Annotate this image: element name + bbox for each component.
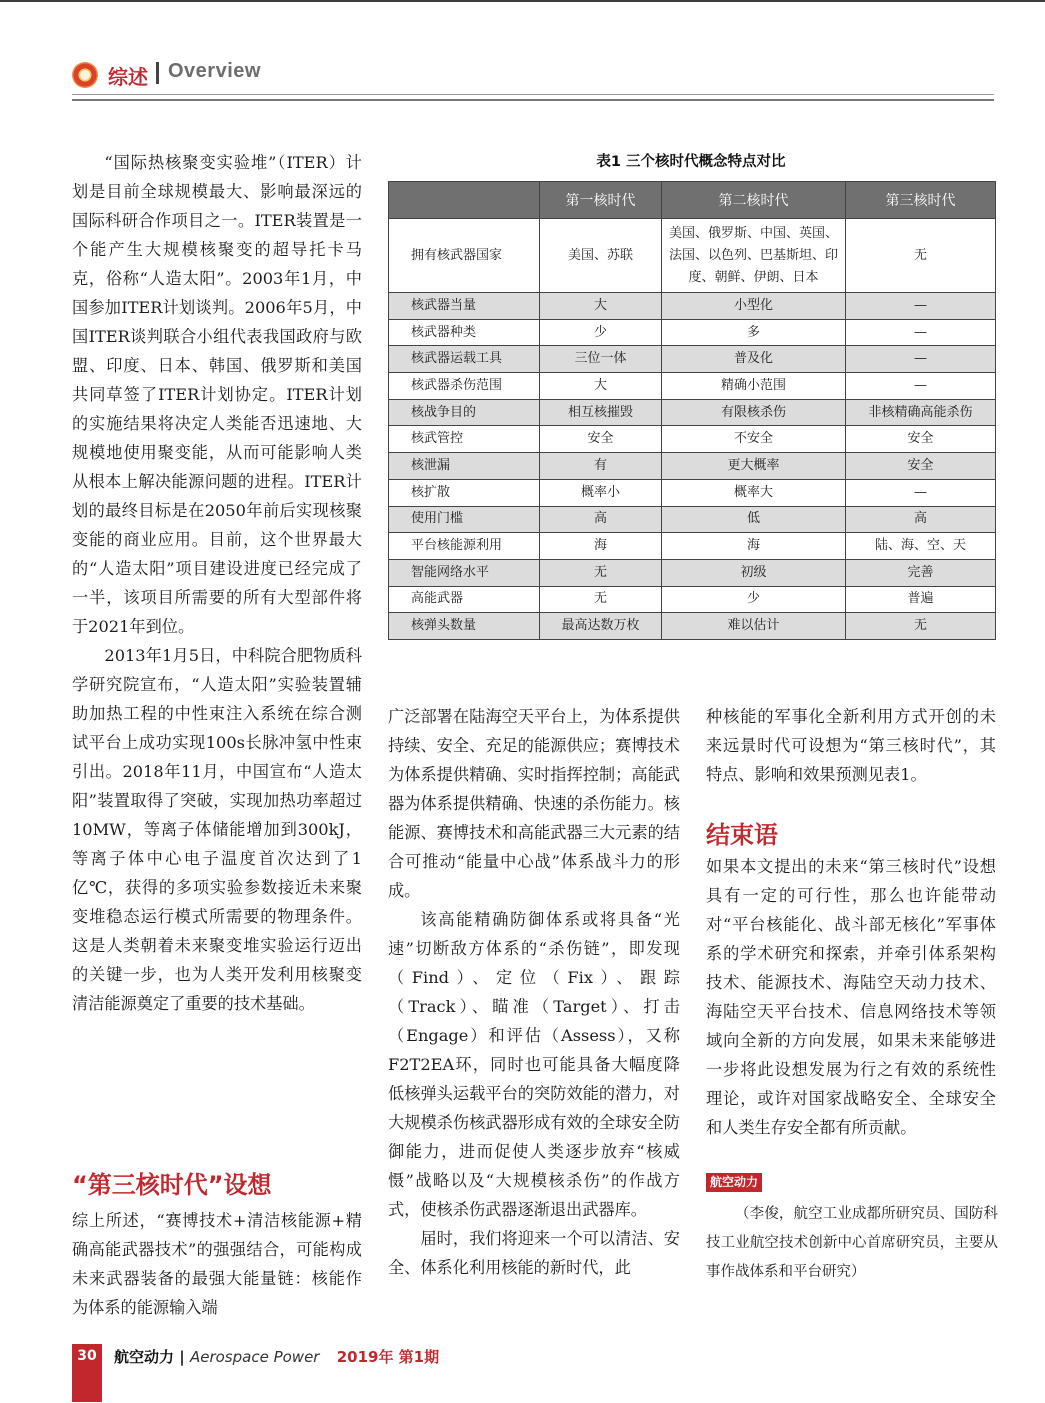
footer-journal [114, 1346, 439, 1367]
table-cell: 不安全 [662, 426, 846, 453]
table-row [389, 293, 996, 320]
table-cell: 概率小 [540, 479, 662, 506]
table-row-label: 使用门槛 [389, 506, 540, 533]
paragraph-new-era: 届时，我们将迎来一个可以清洁、安全、体系化利用核能的新时代，此 [388, 1229, 680, 1277]
table-header-cell: 第三核时代 [846, 182, 996, 219]
table-cell: 完善 [846, 559, 996, 586]
paragraph-2013: 2013年1月5日，中科院合肥物质科学研究院宣布，“人造太阳”实验装置辅助加热工程的中性束注入系统在综合测试平台上成功实现100s长脉冲氢中性束引出。2018年11月，中国宣布“人造太阳”装置取得了突破，实现加热功率超过10MW，等离子体储能增加到300kJ，等离子体中心电子温度首次达到了1亿℃，获得的多项实验参数接近未来聚变堆稳态运行模式所需要的物理条件。这是人类朝着未来聚变堆实验运行迈出的关键一步，也为人类开发利用核聚变清洁能源奠定了重要的技术基础。 [72, 646, 362, 1013]
table-cell: 初级 [662, 559, 846, 586]
table-row [389, 506, 996, 533]
column-1-bottom [72, 1206, 362, 1322]
table-cell: 海 [540, 533, 662, 560]
table-row [389, 613, 996, 640]
table-row [389, 426, 996, 453]
table-row [389, 453, 996, 480]
table-row-label: 核武器当量 [389, 293, 540, 320]
table-cell: 相互核摧毁 [540, 399, 662, 426]
table-row [389, 586, 996, 613]
table-cell: — [846, 319, 996, 346]
table-cell: 大 [540, 373, 662, 400]
paragraph-continuation: 种核能的军事化全新利用方式开创的未来远景时代可设想为“第三核时代”，其特点、影响和效果预测见表1。 [706, 707, 996, 784]
table-cell: 美国、苏联 [540, 219, 662, 293]
table-row [389, 346, 996, 373]
footer-separator: | [179, 1348, 185, 1366]
table-row-label: 核武管控 [389, 426, 540, 453]
header-rule [72, 94, 994, 101]
table-cell: 陆、海、空、天 [846, 533, 996, 560]
footer-magazine-cn: 航空动力 [114, 1348, 175, 1366]
table-cell: 少 [662, 586, 846, 613]
table-title: 表1 三个核时代概念特点对比 [596, 154, 786, 170]
section-separator [156, 62, 159, 84]
table-cell: 无 [540, 586, 662, 613]
table-cell: 普及化 [662, 346, 846, 373]
page-header [72, 58, 994, 100]
column-2-body [388, 702, 680, 1282]
journal-badge: 航空动力 [706, 1173, 762, 1192]
table-row-label: 核武器杀伤范围 [389, 373, 540, 400]
table-cell: 少 [540, 319, 662, 346]
table-row [389, 559, 996, 586]
column-3-body [706, 702, 996, 789]
table-cell: 概率大 [662, 479, 846, 506]
paragraph-conclusion: 如果本文提出的未来“第三核时代”设想具有一定的可行性，那么也许能带动对“平台核能化、战斗部无核化”军事体系的学术研究和探索，并牵引体系架构技术、能源技术、海陆空天动力技术、海陆空天平台技术、信息网络技术等领域向全新的方向发展，如果未来能够进一步将此设想发展为行之有效的系统性理论，或许对国家战略安全、全球安全和人类生存安全都有所贡献。 [706, 857, 996, 1137]
table-row [389, 479, 996, 506]
table-row-label: 平台核能源利用 [389, 533, 540, 560]
table-cell: — [846, 346, 996, 373]
table-cell: 难以估计 [662, 613, 846, 640]
table-cell: 有限核杀伤 [662, 399, 846, 426]
table-row [389, 533, 996, 560]
author-note [706, 1200, 998, 1287]
section-label-en: Overview [168, 60, 261, 82]
table-header-cell [389, 182, 540, 219]
table-row-label: 核泄漏 [389, 453, 540, 480]
table-cell: — [846, 479, 996, 506]
table-header-cell: 第一核时代 [540, 182, 662, 219]
table-row [389, 373, 996, 400]
paragraph-summary-start: 综上所述，“赛博技术+清洁核能源+精确高能武器技术”的强强结合，可能构成未来武器装备的最强大能量链：核能作为体系的能源输入端 [72, 1211, 362, 1317]
table-row-label: 高能武器 [389, 586, 540, 613]
column-1-body [72, 148, 362, 1018]
table-cell: 低 [662, 506, 846, 533]
page-number: 30 [77, 1348, 97, 1364]
paragraph-defense-system: 该高能精确防御体系或将具备“光速”切断敌方体系的“杀伤链”，即发现（Find）、定位（Fix）、跟踪（Track）、瞄准（Target）、打击（Engage）和评估（Assess），又称F2T2EA环，同时也可能具备大幅度降低核弹头运载平台的突防效能的潜力，对大规模杀伤核武器形成有效的全球安全防御能力，进而促使人类逐步放弃“核威慑”战略以及“大规模核杀伤”的作战方式，使核杀伤武器逐渐退出武器库。 [388, 910, 680, 1219]
table-header-cell: 第二核时代 [662, 182, 846, 219]
table-cell: 海 [662, 533, 846, 560]
table-cell: 安全 [846, 426, 996, 453]
journal-logo-icon [72, 62, 98, 88]
table-cell: 有 [540, 453, 662, 480]
heading-conclusion: 结束语 [706, 821, 778, 849]
table-cell: 更大概率 [662, 453, 846, 480]
table-cell: 无 [540, 559, 662, 586]
table-row-label: 智能网络水平 [389, 559, 540, 586]
table-cell: 最高达数万枚 [540, 613, 662, 640]
table-cell: 精确小范围 [662, 373, 846, 400]
table-row-label: 核武器运载工具 [389, 346, 540, 373]
table-cell: 普遍 [846, 586, 996, 613]
paragraph-platform: 广泛部署在陆海空天平台上，为体系提供持续、安全、充足的能源供应；赛博技术为体系提供精确、实时指挥控制；高能武器为体系提供精确、快速的杀伤能力。核能源、赛博技术和高能武器三大元素的结合可推动“能量中心战”体系战斗力的形成。 [388, 707, 680, 900]
table-row-label: 核扩散 [389, 479, 540, 506]
table-cell: — [846, 293, 996, 320]
heading-third-nuclear-era: “第三核时代”设想 [72, 1171, 272, 1199]
paragraph-iter: “国际热核聚变实验堆”（ITER）计划是目前全球规模最大、影响最深远的国际科研合作项目之一。ITER装置是一个能产生大规模核聚变的超导托卡马克，俗称“人造太阳”。2003年1月，中国参加ITER计划谈判。2006年5月，中国ITER谈判联合小组代表我国政府与欧盟、印度、日本、韩国、俄罗斯和美国共同草签了ITER计划协定。ITER计划的实施结果将决定人类能否迅速地、大规模地使用聚变能，从而可能影响人类从根本上解决能源问题的进程。ITER计划的最终目标是在2050年前后实现核聚变能的商业应用。目前，这个世界最大的“人造太阳”项目建设进度已经完成了一半，该项目所需要的所有大型部件将于2021年到位。 [72, 153, 362, 636]
table-cell: 非核精确高能杀伤 [846, 399, 996, 426]
footer-magazine-en: Aerospace Power [189, 1348, 320, 1366]
table-cell: 三位一体 [540, 346, 662, 373]
table-row [389, 399, 996, 426]
table-cell: 大 [540, 293, 662, 320]
table-cell: 安全 [846, 453, 996, 480]
table-cell: 无 [846, 613, 996, 640]
table-row [389, 319, 996, 346]
table-cell: 小型化 [662, 293, 846, 320]
table-cell: — [846, 373, 996, 400]
author-text: （李俊，航空工业成都所研究员、国防科技工业航空技术创新中心首席研究员，主要从事作战体系和平台研究） [706, 1206, 998, 1280]
conclusion-body [706, 852, 996, 1142]
footer-issue: 2019年 第1期 [336, 1348, 440, 1366]
table-header-row [389, 182, 996, 219]
table-row-label: 核战争目的 [389, 399, 540, 426]
table-row-label: 核武器种类 [389, 319, 540, 346]
table-cell: 安全 [540, 426, 662, 453]
table-cell: 多 [662, 319, 846, 346]
table-row [389, 219, 996, 293]
table-body [389, 219, 996, 640]
comparison-table [388, 181, 996, 640]
table-cell: 美国、俄罗斯、中国、英国、法国、以色列、巴基斯坦、印度、朝鲜、伊朗、日本 [662, 219, 846, 293]
table-row-label: 拥有核武器国家 [389, 219, 540, 293]
table-row-label: 核弹头数量 [389, 613, 540, 640]
top-rule [0, 0, 1045, 2]
table-cell: 无 [846, 219, 996, 293]
table-cell: 高 [846, 506, 996, 533]
table-cell: 高 [540, 506, 662, 533]
section-label-cn: 综述 [108, 65, 148, 89]
